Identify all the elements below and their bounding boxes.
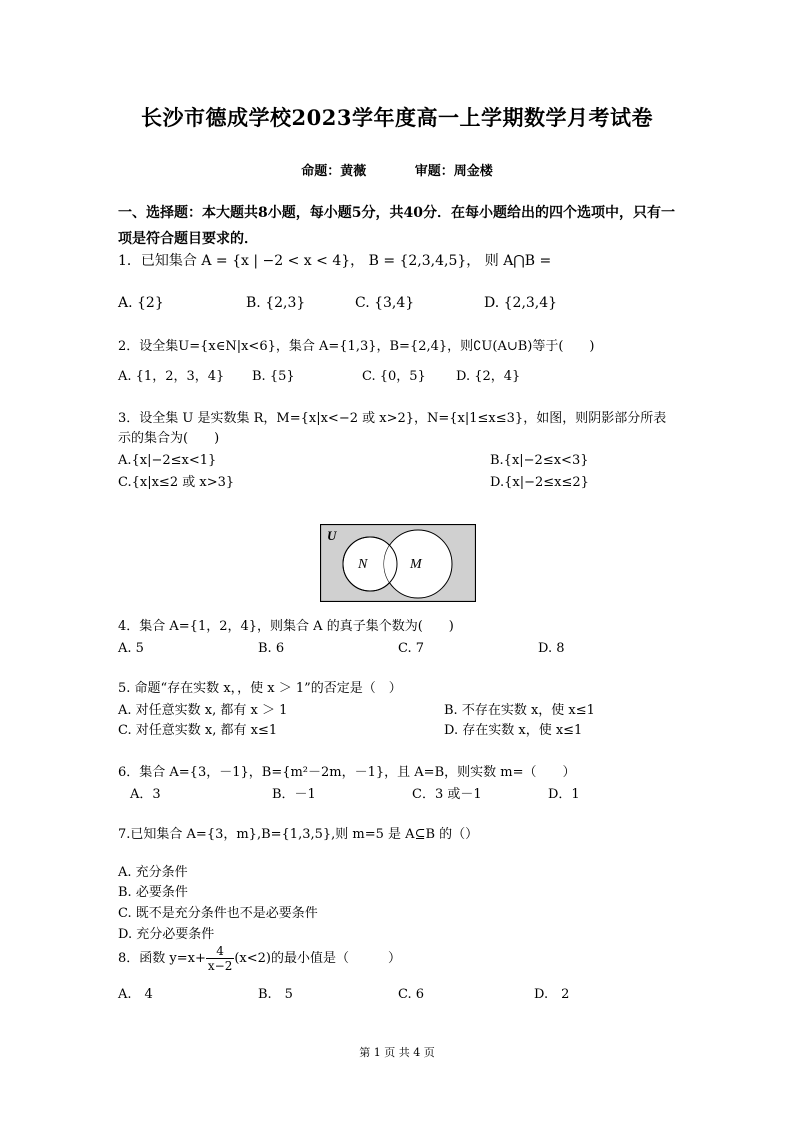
q2-option-a: A. {1，2，3，4} [118,369,225,384]
q1-option-a: A. {2} [118,295,164,311]
q8-fraction-numerator: 4 [206,944,234,959]
q3-option-a: A.{x|−2≤x<1} [118,453,217,468]
venn-diagram [320,524,476,602]
q8-stem-part2: (x<2)的最小值是（ ） [234,951,401,966]
q4-option-b: B. 6 [258,641,285,656]
q5-option-a: A. 对任意实数 x, 都有 x ＞ 1 [118,703,288,718]
page-footer: 第 1 页 共 4 页 [359,1046,435,1059]
q5-option-b: B. 不存在实数 x，使 x≤1 [444,703,595,718]
section-heading: 一、选择题：本大题共8小题，每小题5分，共40分．在每小题给出的四个选项中，只有一项是符合题目要求的． [118,205,675,247]
q8-option-a: A. 4 [118,987,153,1002]
q5-option-c: C. 对任意实数 x, 都有 x≤1 [118,723,278,738]
q7-option-a: A. 充分条件 [118,865,188,880]
q3-stem-line1: 3．设全集 U 是实数集 R，M={x|x<−2 或 x>2}，N={x|1≤x≤3}，如图，则阴影部分所表 [118,411,667,426]
q8-stem-part1: 8．函数 y=x+ [118,951,206,966]
q6-stem: 6．集合 A={3，－1}，B={m²－2m，－1}，且 A=B，则实数 m=（ ） [118,765,576,780]
q3-option-b: B.{x|−2≤x<3} [490,453,589,468]
q4-stem: 4．集合 A={1，2，4}，则集合 A 的真子集个数为( ) [118,619,454,634]
q7-option-b: B. 必要条件 [118,885,188,900]
q8-fraction [206,944,234,973]
q7-stem: 7.已知集合 A={3，m},B={1,3,5},则 m=5 是 A⊆B 的（） [118,827,479,842]
q2-stem: 2．设全集U={x∈N|x<6}，集合 A={1,3}，B={2,4}，则∁U(A∪B)等于( ) [118,339,595,354]
q3-stem-line2: 示的集合为( ) [118,431,220,446]
q4-option-c: C. 7 [398,641,425,656]
label-n: N [358,557,368,572]
q2-option-b: B. {5} [252,369,295,384]
q2-option-d: D. {2，4} [456,369,521,384]
page-title: 长沙市德成学校2023学年度高一上学期数学月考试卷 [141,105,653,130]
q8-fraction-denominator: x−2 [207,959,233,973]
q3-option-c: C.{x|x≤2 或 x>3} [118,475,235,490]
q1-option-d: D. {2,3,4} [484,295,558,311]
q6-option-b: B．－1 [272,787,316,802]
label-u: U [327,528,337,543]
authors [0,160,794,179]
q8-stem [118,944,401,974]
q2-option-c: C. {0，5} [362,369,426,384]
q4-option-a: A. 5 [118,641,144,656]
q7-option-d: D. 充分必要条件 [118,927,215,942]
q6-option-d: D．1 [548,787,580,802]
q8-option-d: D. 2 [534,987,570,1002]
q1-stem: 1．已知集合 A = {x | −2 < x < 4}， B = {2,3,4,5}， 则 A⋂B = [118,253,552,269]
q8-option-b: B. 5 [258,987,293,1002]
q7-option-c: C. 既不是充分条件也不是必要条件 [118,906,318,921]
q1-option-c: C. {3,4} [355,295,415,311]
q8-option-c: C. 6 [398,987,425,1002]
reviewer: 审题：周金楼 [414,164,493,179]
q4-option-d: D. 8 [538,641,565,656]
q5-stem: 5. 命题“存在实数 x，，使 x ＞ 1”的否定是（ ） [118,681,402,696]
label-m: M [410,557,422,572]
setter: 命题：黄薇 [301,164,367,179]
q6-option-c: C．3 或－1 [412,787,482,802]
q5-option-d: D. 存在实数 x，使 x≤1 [444,723,583,738]
q1-option-b: B. {2,3} [246,295,306,311]
q6-option-a: A．3 [130,787,161,802]
q3-option-d: D.{x|−2≤x≤2} [490,475,589,490]
